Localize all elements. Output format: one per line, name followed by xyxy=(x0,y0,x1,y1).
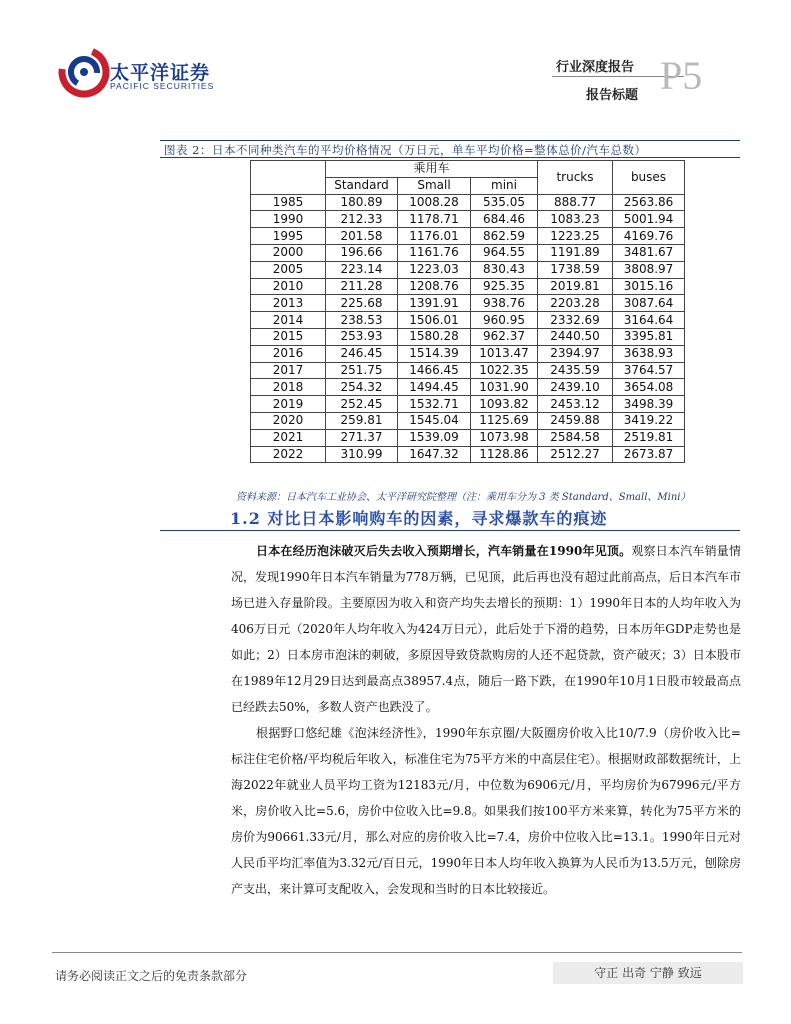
year-cell: 2015 xyxy=(251,328,326,345)
mini-header: mini xyxy=(471,177,538,194)
table-row xyxy=(251,345,685,362)
body-paragraph-2 xyxy=(231,720,741,902)
table-row xyxy=(251,379,685,396)
footer-divider xyxy=(52,952,742,953)
small-price-cell: 1494.45 xyxy=(398,379,471,396)
mini-price-cell: 1031.90 xyxy=(471,379,538,396)
year-cell: 2014 xyxy=(251,312,326,329)
trucks-price-cell: 2394.97 xyxy=(538,345,613,362)
trucks-price-cell: 2584.58 xyxy=(538,429,613,446)
trucks-price-cell: 888.77 xyxy=(538,194,613,211)
buses-price-cell: 3164.64 xyxy=(613,312,685,329)
mini-price-cell: 1125.69 xyxy=(471,412,538,429)
buses-price-cell: 3087.64 xyxy=(613,295,685,312)
figure-source-note: 资料来源：日本汽车工业协会、太平洋研究院整理（注：乘用车分为 3 类 Standard、Small、Mini） xyxy=(236,492,691,503)
standard-price-cell: 238.53 xyxy=(326,312,398,329)
average-price-table xyxy=(250,160,685,463)
mini-price-cell: 1073.98 xyxy=(471,429,538,446)
section-heading: 1.2 对比日本影响购车的因素，寻求爆款车的痕迹 xyxy=(230,509,608,528)
trucks-price-cell: 2453.12 xyxy=(538,396,613,413)
small-price-cell: 1008.28 xyxy=(398,194,471,211)
page-number: P5 xyxy=(660,53,703,98)
trucks-price-cell: 2512.27 xyxy=(538,446,613,463)
standard-price-cell: 196.66 xyxy=(326,244,398,261)
buses-header: buses xyxy=(613,161,685,195)
standard-price-cell: 225.68 xyxy=(326,295,398,312)
mini-price-cell: 684.46 xyxy=(471,211,538,228)
mini-price-cell: 1013.47 xyxy=(471,345,538,362)
table-row xyxy=(251,244,685,261)
mini-price-cell: 1093.82 xyxy=(471,396,538,413)
standard-price-cell: 271.37 xyxy=(326,429,398,446)
standard-price-cell: 259.81 xyxy=(326,412,398,429)
small-price-cell: 1208.76 xyxy=(398,278,471,295)
standard-price-cell: 251.75 xyxy=(326,362,398,379)
standard-price-cell: 253.93 xyxy=(326,328,398,345)
table-header-row-1 xyxy=(251,161,685,178)
table-row xyxy=(251,446,685,463)
table-row xyxy=(251,211,685,228)
figure-caption: 图表 2：日本不同种类汽车的平均价格情况（万日元，单车平均价格=整体总价/汽车总数） xyxy=(164,143,647,157)
mini-price-cell: 925.35 xyxy=(471,278,538,295)
trucks-price-cell: 1083.23 xyxy=(538,211,613,228)
year-cell: 1995 xyxy=(251,228,326,245)
standard-price-cell: 201.58 xyxy=(326,228,398,245)
disclaimer-note: 请务必阅读正文之后的免责条款部分 xyxy=(55,969,248,983)
table-row xyxy=(251,278,685,295)
table-row xyxy=(251,429,685,446)
standard-price-cell: 180.89 xyxy=(326,194,398,211)
small-price-cell: 1466.45 xyxy=(398,362,471,379)
trucks-price-cell: 2332.69 xyxy=(538,312,613,329)
small-header: Small xyxy=(398,177,471,194)
logo-chinese-name: 太平洋证券 xyxy=(110,62,211,84)
caption-bottom-rule xyxy=(160,157,740,158)
table-row xyxy=(251,396,685,413)
small-price-cell: 1514.39 xyxy=(398,345,471,362)
standard-price-cell: 223.14 xyxy=(326,261,398,278)
trucks-price-cell: 1738.59 xyxy=(538,261,613,278)
buses-price-cell: 3481.67 xyxy=(613,244,685,261)
small-price-cell: 1178.71 xyxy=(398,211,471,228)
small-price-cell: 1539.09 xyxy=(398,429,471,446)
standard-price-cell: 246.45 xyxy=(326,345,398,362)
trucks-price-cell: 2019.81 xyxy=(538,278,613,295)
mini-price-cell: 962.37 xyxy=(471,328,538,345)
report-type: 行业深度报告 xyxy=(556,60,635,75)
buses-price-cell: 3808.97 xyxy=(613,261,685,278)
mini-price-cell: 862.59 xyxy=(471,228,538,245)
buses-price-cell: 5001.94 xyxy=(613,211,685,228)
trucks-price-cell: 2435.59 xyxy=(538,362,613,379)
price-table-container xyxy=(250,160,685,463)
mini-price-cell: 964.55 xyxy=(471,244,538,261)
year-cell: 2000 xyxy=(251,244,326,261)
year-cell: 2021 xyxy=(251,429,326,446)
year-cell: 1985 xyxy=(251,194,326,211)
trucks-price-cell: 2203.28 xyxy=(538,295,613,312)
paragraph-2-text: 根据野口悠纪雄《泡沫经济性》，1990年东京圈/大阪圈房价收入比10/7.9（房价收入比=标注住宅价格/平均税后年收入，标准住宅为75平方米的中高层住宅）。根据财政部数据统计，上海2022年就业人员平均工资为12183元/月，中位数为6906元/月，平均房价为67996元/平方米，房价收入比=5.6，房价中位收入比=9.8。如果我们按100平方米来算，转化为75平方米的房价为90661.33元/月，那么对应的房价收入比=7.4，房价中位收入比=13.1。1990年日元对人民币平均汇率值为3.32元/百日元，1990年日本人均年收入换算为人民币为13.5万元，刨除房产支出，来计算可支配收入，会发现和当时的日本比较接近。 xyxy=(231,726,741,896)
trucks-header: trucks xyxy=(538,161,613,195)
standard-price-cell: 211.28 xyxy=(326,278,398,295)
report-title: 报告标题 xyxy=(586,88,639,103)
small-price-cell: 1532.71 xyxy=(398,396,471,413)
mini-price-cell: 960.95 xyxy=(471,312,538,329)
passenger-car-group-header: 乘用车 xyxy=(326,161,538,178)
standard-price-cell: 310.99 xyxy=(326,446,398,463)
buses-price-cell: 3015.16 xyxy=(613,278,685,295)
table-row xyxy=(251,228,685,245)
company-motto: 守正 出奇 宁静 致远 xyxy=(553,962,743,984)
year-cell: 2013 xyxy=(251,295,326,312)
trucks-price-cell: 1191.89 xyxy=(538,244,613,261)
mini-price-cell: 1128.86 xyxy=(471,446,538,463)
year-cell: 2019 xyxy=(251,396,326,413)
paragraph-1-lead: 日本在经历泡沫破灭后失去收入预期增长，汽车销量在1990年见顶。 xyxy=(256,544,632,558)
buses-price-cell: 3395.81 xyxy=(613,328,685,345)
small-price-cell: 1580.28 xyxy=(398,328,471,345)
table-row xyxy=(251,412,685,429)
buses-price-cell: 3419.22 xyxy=(613,412,685,429)
year-cell: 2020 xyxy=(251,412,326,429)
year-cell: 2022 xyxy=(251,446,326,463)
table-row xyxy=(251,261,685,278)
year-cell: 2017 xyxy=(251,362,326,379)
table-row xyxy=(251,295,685,312)
small-price-cell: 1176.01 xyxy=(398,228,471,245)
table-row xyxy=(251,328,685,345)
table-row xyxy=(251,194,685,211)
buses-price-cell: 3498.39 xyxy=(613,396,685,413)
standard-price-cell: 252.45 xyxy=(326,396,398,413)
mini-price-cell: 938.76 xyxy=(471,295,538,312)
mini-price-cell: 830.43 xyxy=(471,261,538,278)
small-price-cell: 1391.91 xyxy=(398,295,471,312)
year-cell: 2016 xyxy=(251,345,326,362)
standard-header: Standard xyxy=(326,177,398,194)
mini-price-cell: 1022.35 xyxy=(471,362,538,379)
table-row xyxy=(251,362,685,379)
logo-english-name: PACIFIC SECURITIES xyxy=(110,81,215,91)
mini-price-cell: 535.05 xyxy=(471,194,538,211)
body-paragraph-1 xyxy=(231,538,741,720)
table-row xyxy=(251,312,685,329)
buses-price-cell: 2673.87 xyxy=(613,446,685,463)
standard-price-cell: 254.32 xyxy=(326,379,398,396)
trucks-price-cell: 1223.25 xyxy=(538,228,613,245)
small-price-cell: 1545.04 xyxy=(398,412,471,429)
caption-top-rule xyxy=(160,140,740,141)
trucks-price-cell: 2459.88 xyxy=(538,412,613,429)
small-price-cell: 1161.76 xyxy=(398,244,471,261)
buses-price-cell: 2519.81 xyxy=(613,429,685,446)
paragraph-1-text: 观察日本汽车销量情况，发现1990年日本汽车销量为778万辆，已见顶，此后再也没有超过此前高点，后日本汽车市场已进入存量阶段。主要原因为收入和资产均失去增长的预期：1）1990年日本的人均年收入为406万日元（2020年人均年收入为424万日元），此后处于下滑的趋势，日本历年GDP走势也是如此；2）日本房市泡沫的刺破，多原因导致贷款购房的人还不起贷款，资产破灭；3）日本股市在1989年12月29日达到最高点38957.4点，随后一路下跌，在1990年10月1日股市较最高点已经跌去50%，多数人资产也跌没了。 xyxy=(231,544,741,714)
buses-price-cell: 3764.57 xyxy=(613,362,685,379)
buses-price-cell: 3638.93 xyxy=(613,345,685,362)
year-header-cell xyxy=(251,161,326,195)
buses-price-cell: 4169.76 xyxy=(613,228,685,245)
year-cell: 2005 xyxy=(251,261,326,278)
standard-price-cell: 212.33 xyxy=(326,211,398,228)
trucks-price-cell: 2439.10 xyxy=(538,379,613,396)
small-price-cell: 1647.32 xyxy=(398,446,471,463)
buses-price-cell: 3654.08 xyxy=(613,379,685,396)
small-price-cell: 1506.01 xyxy=(398,312,471,329)
year-cell: 2010 xyxy=(251,278,326,295)
year-cell: 2018 xyxy=(251,379,326,396)
buses-price-cell: 2563.86 xyxy=(613,194,685,211)
trucks-price-cell: 2440.50 xyxy=(538,328,613,345)
small-price-cell: 1223.03 xyxy=(398,261,471,278)
year-cell: 1990 xyxy=(251,211,326,228)
section-rule xyxy=(160,530,740,531)
